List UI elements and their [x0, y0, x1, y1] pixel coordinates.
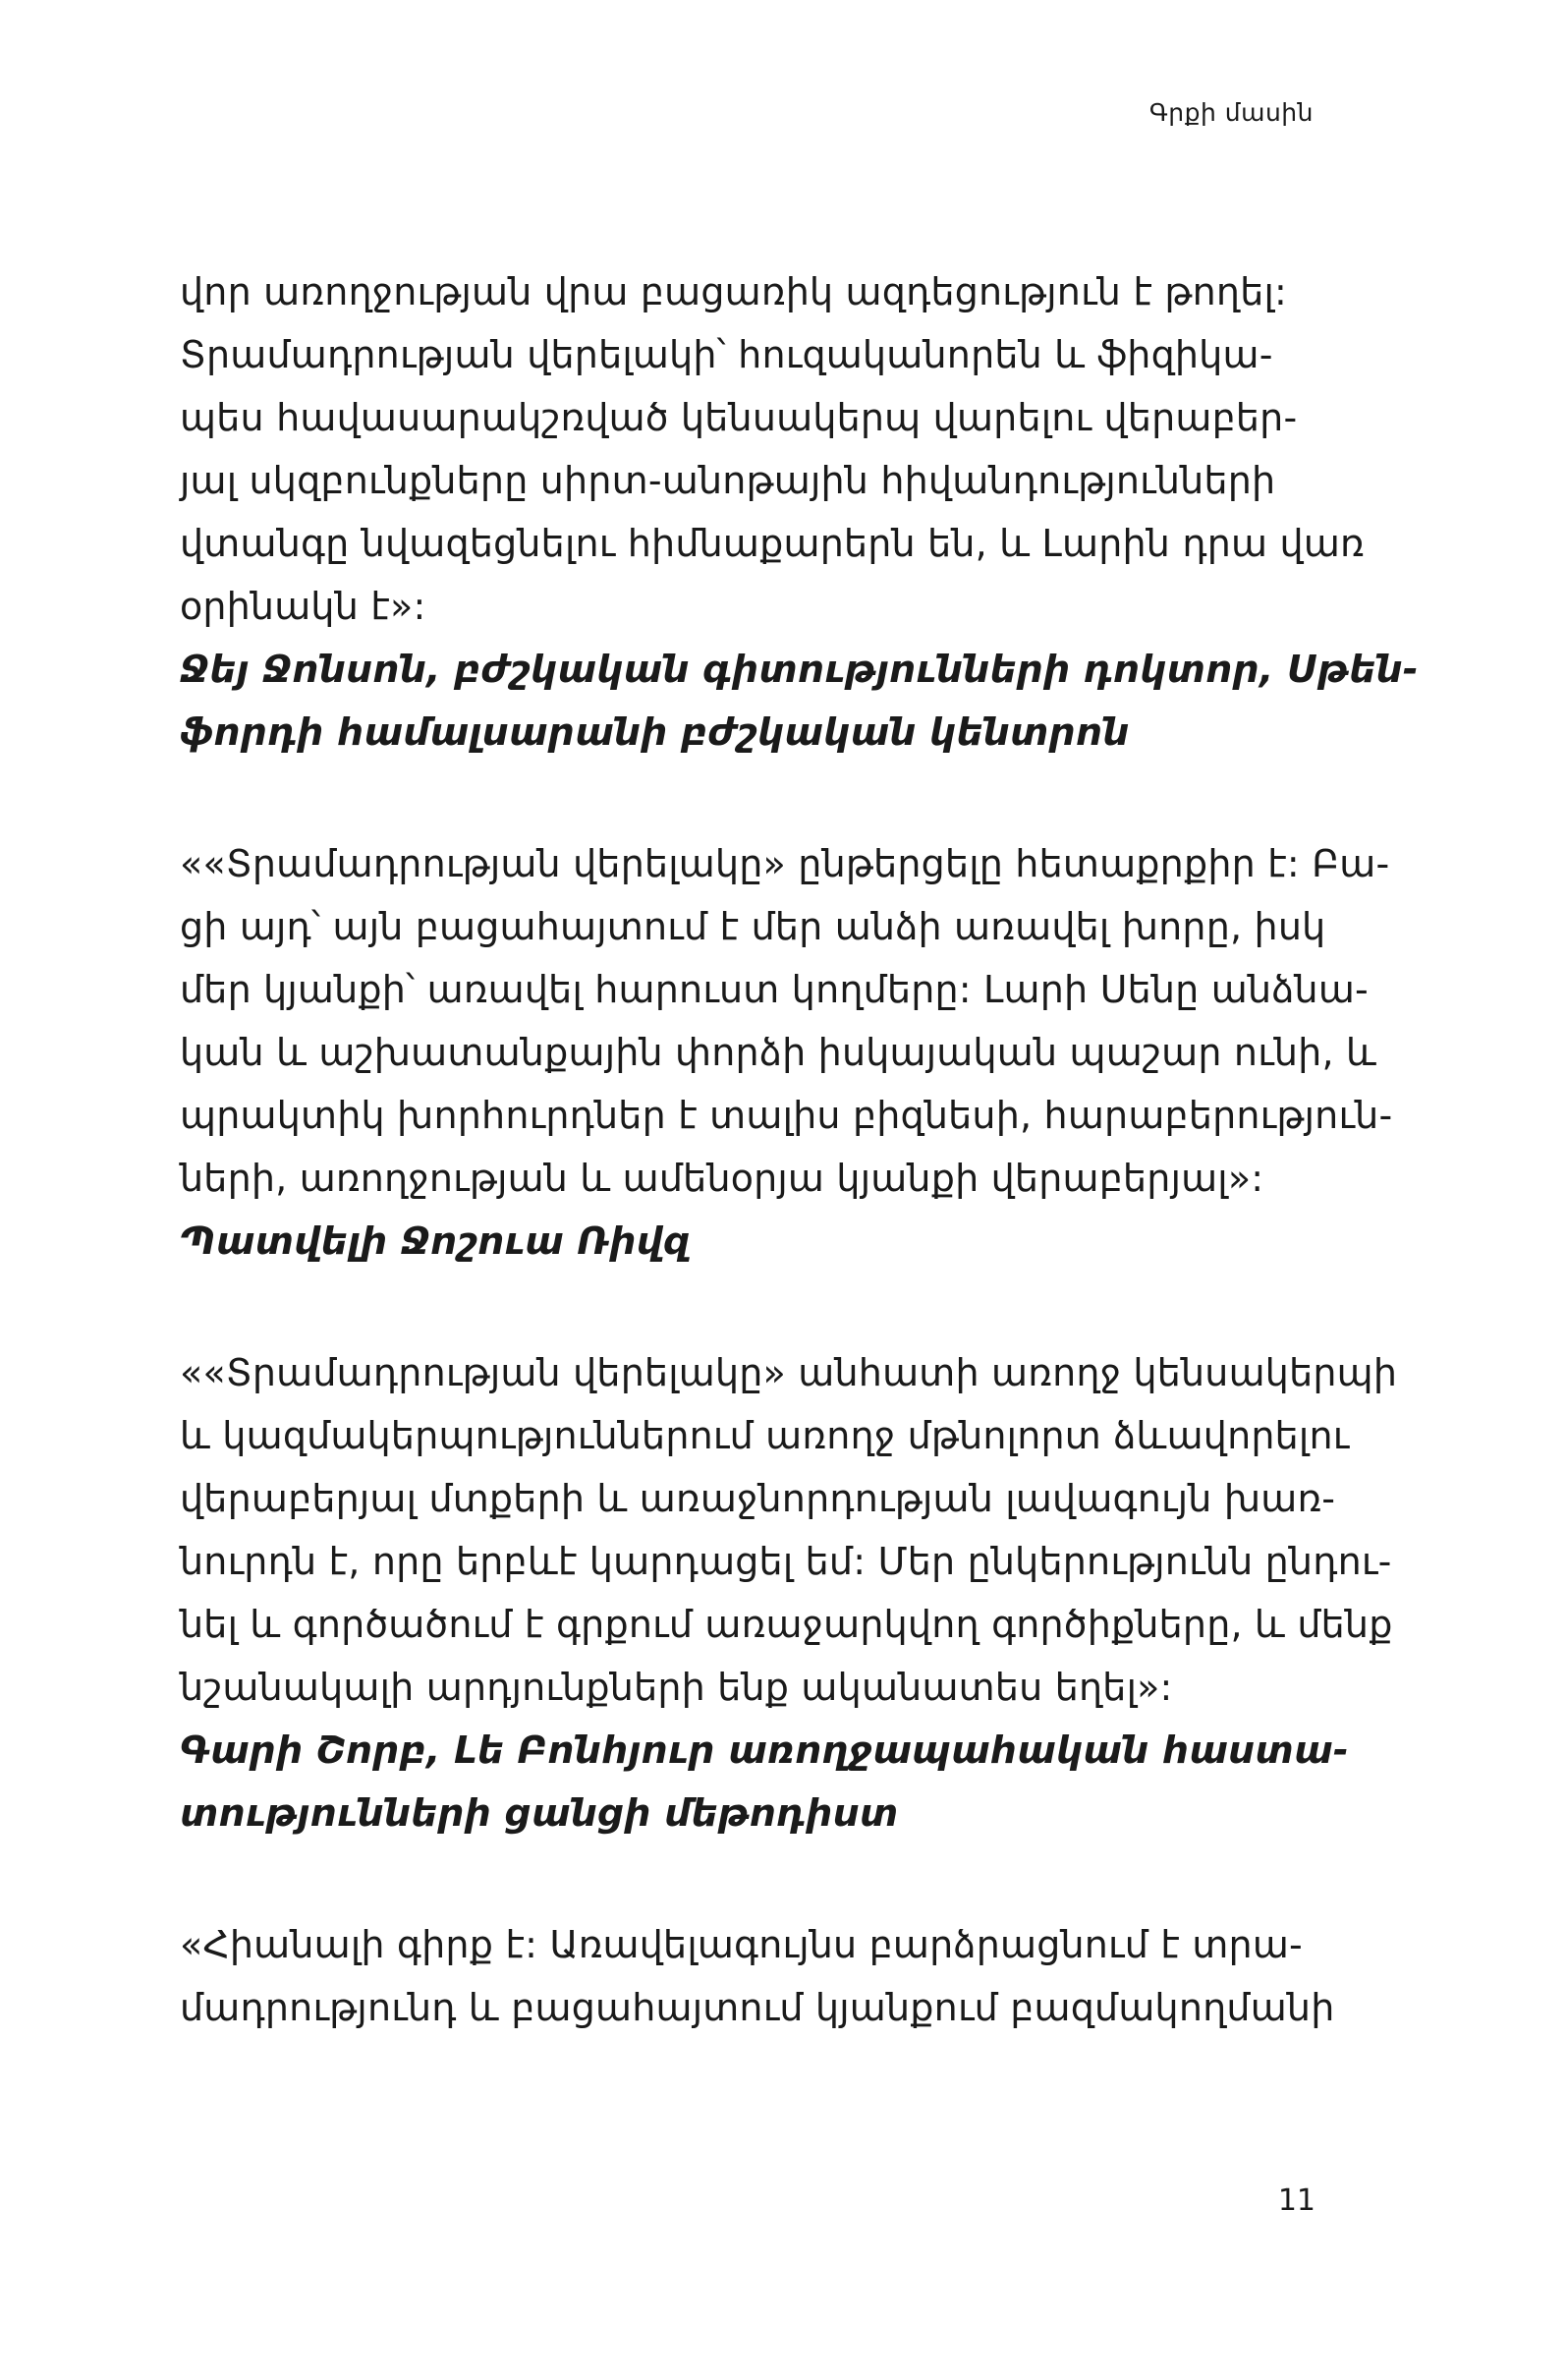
text-line: Տրամադրության վերելակի՝ հուզականորեն և ֆիզիկա-	[180, 333, 1273, 376]
testimonial-block	[180, 832, 1393, 1273]
block-spacer	[180, 1844, 1315, 1913]
text-line: վտանգը նվազեցնելու հիմնաքարերն են, և Լարին դրա վառ	[180, 522, 1365, 565]
text-line: կան և աշխատանքային փորձի իսկայական պաշար ունի, և	[180, 1031, 1377, 1074]
testimonial-block	[180, 260, 1419, 764]
text-line: օրինակն է»:	[180, 585, 426, 628]
text-line: վերաբերյալ մտքերի և առաջնորդության լավագույն խառ-	[180, 1477, 1336, 1520]
text-line: յալ սկզբունքները սիրտ-անոթային հիվանդությունների	[180, 459, 1276, 502]
text-line: ««Տրամադրության վերելակը» ընթերցելը հետաքրքիր է: Բա-	[180, 842, 1390, 885]
text-line: մեր կյանքի՝ առավել հարուստ կողմերը: Լարի Սենը անձնա-	[180, 968, 1369, 1011]
text-line: ««Տրամադրության վերելակը» անհատի առողջ կենսակերպի	[180, 1351, 1398, 1394]
testimonial-block	[180, 1913, 1335, 2039]
text-line: ցի այդ՝ այն բացահայտում է մեր անձի առավել խորը, իսկ	[180, 905, 1326, 948]
attribution-line: տությունների ցանցի մեթոդիստ	[180, 1791, 899, 1835]
block-spacer	[180, 764, 1315, 832]
attribution-line: Գարի Շորբ, Լե Բոնհյուր առողջապահական հաստա-	[180, 1728, 1349, 1772]
block-spacer	[180, 1273, 1315, 1341]
text-line: պրակտիկ խորհուրդներ է տալիս բիզնեսի, հարաբերություն-	[180, 1094, 1393, 1137]
page-number: 11	[1277, 2183, 1315, 2218]
text-line: ների, առողջության և ամենօրյա կյանքի վերաբերյալ»:	[180, 1157, 1264, 1200]
text-line: պես հավասարակշռված կենսակերպ վարելու վերաբեր-	[180, 396, 1298, 439]
text-line: նշանակալի արդյունքների ենք ականատես եղել»:	[180, 1666, 1173, 1709]
page-body	[180, 260, 1419, 2039]
attribution-line: Պատվելի Ջոշուա Ռիվզ	[180, 1219, 691, 1263]
testimonial-block	[180, 1341, 1398, 1844]
text-line: մադրությունդ և բացահայտում կյանքում բազմակողմանի	[180, 1986, 1335, 2029]
running-head: Գրքի մասին	[1148, 98, 1314, 127]
text-line: վոր առողջության վրա բացառիկ ազդեցություն է թողել:	[180, 270, 1288, 313]
text-line: «Հիանալի գիրք է: Առավելագույնս բարձրացնում է տրա-	[180, 1923, 1303, 1966]
text-line: նել և գործածում է գրքում առաջարկվող գործիքները, և մենք	[180, 1603, 1393, 1646]
text-line: և կազմակերպություններում առողջ մթնոլորտ ձևավորելու	[180, 1414, 1350, 1457]
text-line: նուրդն է, որը երբևէ կարդացել եմ: Մեր ընկերությունն ընդու-	[180, 1540, 1392, 1583]
attribution-line: Ջեյ Ջոնսոն, բժշկական գիտությունների դոկտոր, Սթեն-	[180, 648, 1419, 691]
attribution-line: ֆորդի համալսարանի բժշկական կենտրոն	[180, 710, 1130, 754]
